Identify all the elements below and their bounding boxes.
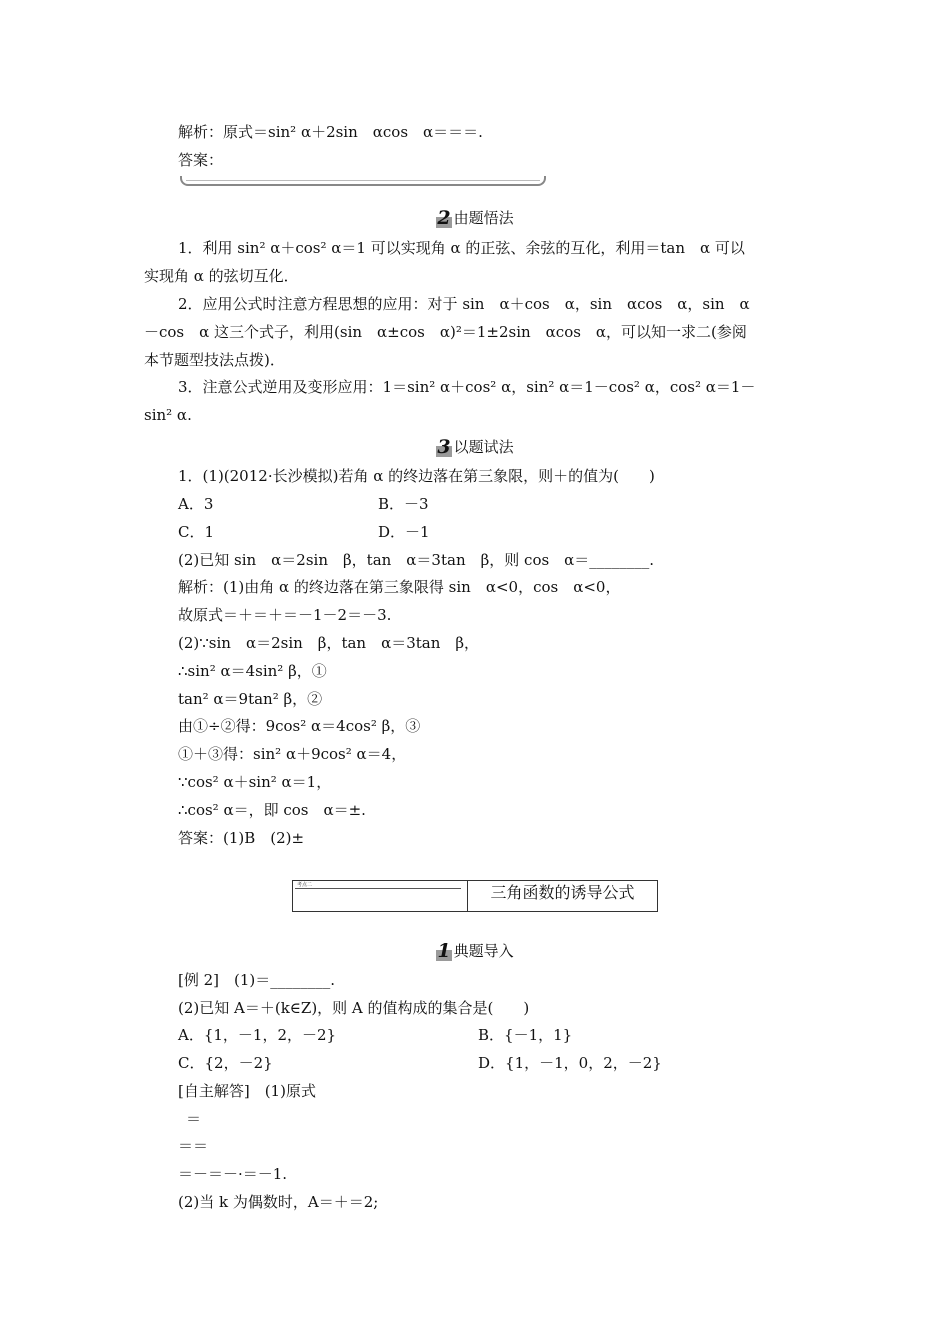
self-answer-line: ＝＝ [178, 1137, 209, 1155]
solution-line: 由①÷②得：9cos² α＝4cos² β，③ [178, 717, 421, 735]
option-a: A．{1，－1，2，－2} [178, 1026, 337, 1044]
example-line: (2)已知 A＝＋(k∈Z)，则 A 的值构成的集合是( ) [178, 999, 530, 1017]
self-answer-line: ＝ [186, 1110, 202, 1128]
section-divider [180, 176, 546, 186]
section-heading-method [0, 206, 950, 230]
self-answer-line: [自主解答] (1)原式 [178, 1082, 316, 1100]
solution-line: ∵cos² α＋sin² α＝1， [178, 773, 332, 791]
answer-line: 答案：(1)B (2)± [178, 829, 305, 847]
option-a: A．3 [178, 495, 214, 513]
option-d: D．{1，－1，0，2，－2} [478, 1054, 662, 1072]
paragraph-line: －cos α 这三个式子，利用(sin α±cos α)²＝1±2sin αcos α，可以知一求二(参阅 [144, 323, 747, 341]
option-c: C．{2，－2} [178, 1054, 273, 1072]
option-b: B．{－1，1} [478, 1026, 573, 1044]
option-d: D．－1 [378, 523, 430, 541]
section-number-badge: 2 [437, 207, 451, 229]
section-title: 以题试法 [453, 438, 514, 456]
section-heading-practice [0, 435, 950, 459]
paragraph-line: sin² α. [144, 406, 192, 424]
question-line: 1．(1)(2012·长沙模拟)若角 α 的终边落在第三象限，则＋的值为( ) [178, 467, 655, 485]
topic-header-box [292, 880, 658, 912]
paragraph-line: 3．注意公式逆用及变形应用：1＝sin² α＋cos² α，sin² α＝1－cos² α，cos² α＝1－ [178, 378, 756, 396]
paragraph-line: 实现角 α 的弦切互化． [144, 267, 299, 285]
section-title: 由题悟法 [453, 209, 514, 227]
section-title: 典题导入 [453, 942, 514, 960]
solution-line: ①＋③得：sin² α＋9cos² α＝4， [178, 745, 407, 763]
solution-text: 解析：原式＝sin² α＋2sin αcos α＝＝＝. [178, 123, 483, 141]
section-heading-example [0, 939, 950, 963]
solution-line: 解析：(1)由角 α 的终边落在第三象限得 sin α<0，cos α<0， [178, 578, 621, 596]
solution-line: ∴sin² α＝4sin² β，① [178, 662, 327, 680]
paragraph-line: 2．应用公式时注意方程思想的应用：对于 sin α＋cos α，sin αcos α，sin α [178, 295, 750, 313]
option-b: B．－3 [378, 495, 429, 513]
section-number-badge: 3 [437, 436, 451, 458]
paragraph-line: 1．利用 sin² α＋cos² α＝1 可以实现角 α 的正弦、余弦的互化，利用＝tan α 可以 [178, 239, 745, 257]
section-number-badge: 1 [437, 940, 451, 962]
answer-label: 答案： [178, 151, 224, 169]
topic-title: 三角函数的诱导公式 [490, 883, 635, 902]
solution-line: 故原式＝＋＝＋＝－1－2＝－3. [178, 606, 392, 624]
example-line: [例 2] (1)＝________. [178, 971, 336, 989]
topic-tag-label: 考点二 [297, 882, 313, 888]
question-line: (2)已知 sin α＝2sin β，tan α＝3tan β，则 cos α＝________. [178, 551, 655, 569]
self-answer-line: (2)当 k 为偶数时，A＝＋＝2; [178, 1193, 379, 1211]
topic-tag-rule [295, 888, 461, 889]
self-answer-line: ＝－＝－·＝－1. [178, 1165, 288, 1183]
paragraph-line: 本节题型技法点拨)． [144, 351, 285, 369]
topic-tag-cell [293, 881, 468, 911]
option-c: C．1 [178, 523, 215, 541]
solution-line: (2)∵sin α＝2sin β，tan α＝3tan β， [178, 634, 480, 652]
solution-line: tan² α＝9tan² β，② [178, 690, 323, 708]
solution-line: ∴cos² α＝，即 cos α＝±. [178, 801, 366, 819]
